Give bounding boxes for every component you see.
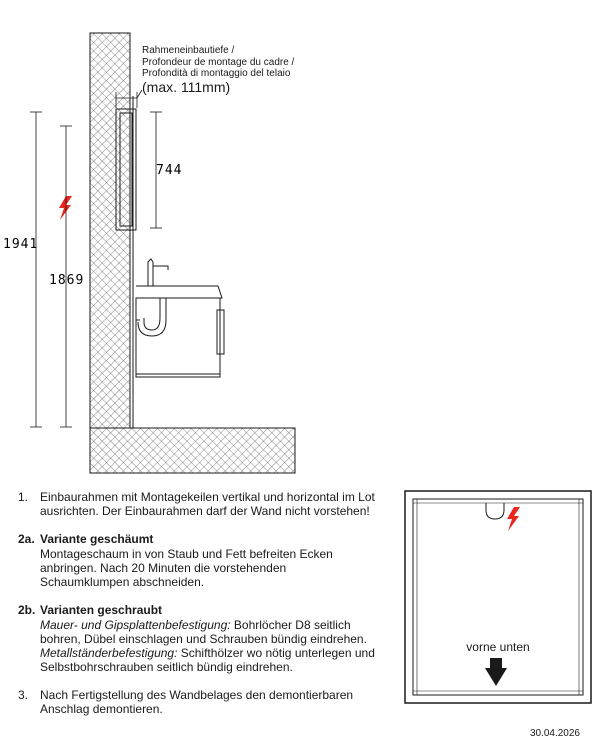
step-number: 2b. <box>18 603 36 617</box>
step-line: Montageschaum in von Staub und Fett befreiten Ecken <box>40 547 333 561</box>
step-title: Variante geschäumt <box>40 532 154 546</box>
step-line: Einbaurahmen mit Montagekeilen vertikal und horizontal im Lot <box>40 490 375 504</box>
step-number: 3. <box>18 688 29 702</box>
front-bottom-label: vorne unten <box>466 640 530 654</box>
dimension-744-text: 744 <box>156 163 183 178</box>
step-line: Schaumklumpen abschneiden. <box>40 575 205 589</box>
front-view-frame <box>404 490 592 704</box>
step-line: ausrichten. Der Einbaurahmen darf der Wand nicht vorstehen! <box>40 504 370 518</box>
floor <box>90 428 295 473</box>
depth-label-line: Rahmeneinbautiefe / <box>142 45 235 56</box>
depth-label <box>142 45 294 80</box>
depth-value: (max. 111mm) <box>142 79 231 95</box>
document-date: 30.04.2026 <box>529 728 580 739</box>
dimension-1869-text: 1869 <box>49 273 85 288</box>
depth-label-line: Profondità di montaggio del telaio <box>142 68 291 79</box>
step-1 <box>18 490 388 518</box>
step-3 <box>18 688 388 716</box>
step-emphasis: Metallständerbefestigung: <box>40 646 178 660</box>
installation-steps <box>18 490 388 730</box>
step-line <box>40 646 388 660</box>
depth-label-line: Profondeur de montage du cadre / <box>142 56 295 68</box>
step-line: Selbstbohrschrauben seitlich bündig eindrehen. <box>40 660 293 674</box>
step-line: anbringen. Nach 20 Minuten die vorstehenden <box>40 561 287 575</box>
step-emphasis: Mauer- und Gipsplattenbefestigung: <box>40 618 231 632</box>
dimension-1941-text: 1941 <box>3 237 39 252</box>
step-title: Varianten geschraubt <box>40 603 163 617</box>
step-line: Nach Fertigstellung des Wandbelages den demontierbaren <box>40 688 354 702</box>
electrical-hazard-icon <box>507 507 520 531</box>
cable-opening <box>486 503 504 519</box>
step-number: 2a. <box>18 532 35 546</box>
electrical-hazard-icon <box>59 196 72 220</box>
step-line <box>40 618 388 632</box>
step-line: bohren, Dübel einschlagen und Schrauben bündig eindrehen. <box>40 632 367 646</box>
faucet-icon <box>148 259 168 286</box>
arrow-down-icon <box>485 658 507 686</box>
step-text: Bohrlöcher D8 seitlich <box>230 618 351 632</box>
siphon-icon <box>136 298 166 336</box>
step-2a <box>18 532 388 589</box>
step-text: Schifthölzer wo nötig unterlegen und <box>177 646 375 660</box>
step-2b <box>18 603 388 674</box>
step-line: Anschlag demontieren. <box>40 702 163 716</box>
dimension-1941 <box>30 112 42 427</box>
washbasin-cabinet <box>136 286 224 377</box>
step-number: 1. <box>18 490 29 504</box>
